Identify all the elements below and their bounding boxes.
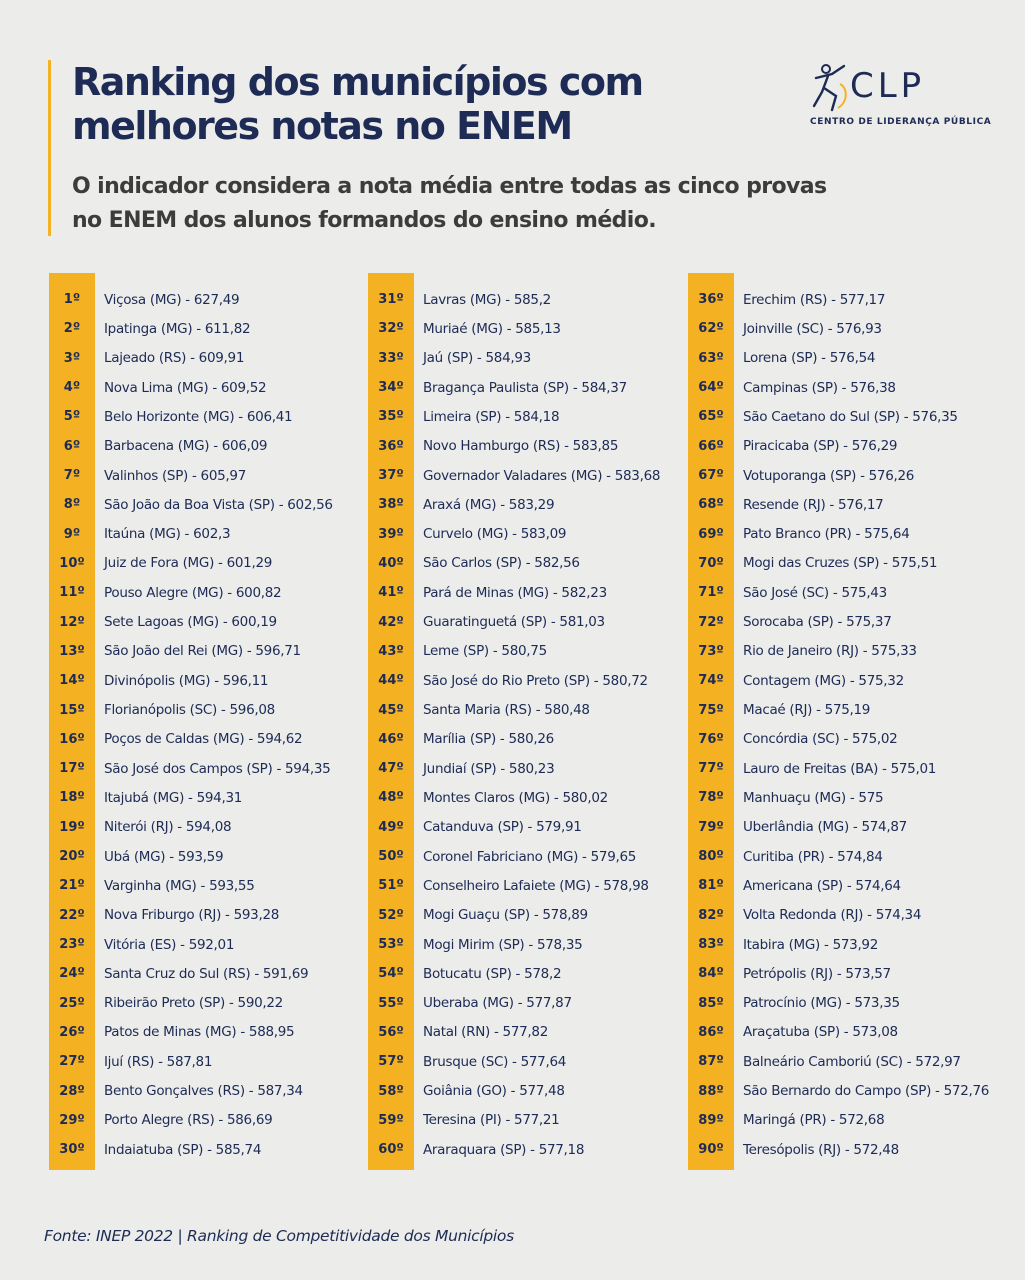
municipality-score: Nova Lima (MG) - 609,52 (104, 379, 267, 396)
list-item (688, 842, 1018, 871)
rank-number: 41º (378, 585, 404, 601)
list-item (368, 285, 698, 314)
list-item (368, 842, 698, 871)
rank-number: 27º (59, 1054, 85, 1070)
municipality-score: Porto Alegre (RS) - 586,69 (104, 1112, 273, 1129)
municipality-score: Macaé (RJ) - 575,19 (743, 702, 871, 719)
list-item (368, 989, 698, 1018)
rank-number: 45º (378, 702, 404, 718)
municipality-score: Concórdia (SC) - 575,02 (743, 731, 898, 748)
municipality-score: Teresina (PI) - 577,21 (423, 1112, 560, 1129)
municipality-score: Mogi Guaçu (SP) - 578,89 (423, 907, 588, 924)
rank-number: 16º (59, 731, 85, 747)
municipality-score: Goiânia (GO) - 577,48 (423, 1083, 565, 1100)
list-item (688, 871, 1018, 900)
rank-number: 52º (378, 907, 404, 923)
list-item (368, 549, 698, 578)
municipality-score: Santa Cruz do Sul (RS) - 591,69 (104, 965, 309, 982)
rank-number: 72º (698, 614, 724, 630)
municipality-score: Patrocínio (MG) - 573,35 (743, 995, 900, 1012)
list-item (368, 754, 698, 783)
rank-number: 40º (378, 555, 404, 571)
list-item (368, 901, 698, 930)
rank-number: 83º (698, 937, 724, 953)
municipality-score: Mogi Mirim (SP) - 578,35 (423, 936, 583, 953)
rank-number: 9º (63, 526, 81, 542)
rank-number: 79º (698, 819, 724, 835)
list-item (688, 373, 1018, 402)
rank-number: 82º (698, 907, 724, 923)
municipality-score: Bragança Paulista (SP) - 584,37 (423, 379, 627, 396)
list-item (49, 842, 379, 871)
list-item (49, 520, 379, 549)
rank-number: 80º (698, 849, 724, 865)
rank-number: 2º (63, 321, 81, 337)
runner-icon (810, 62, 852, 114)
list-item (368, 432, 698, 461)
rank-number: 20º (59, 849, 85, 865)
rank-number: 31º (378, 292, 404, 308)
rank-number: 66º (698, 438, 724, 454)
municipality-score: Uberlândia (MG) - 574,87 (743, 819, 907, 836)
rank-number: 85º (698, 995, 724, 1011)
list-item (49, 607, 379, 636)
list-item (368, 930, 698, 959)
rank-number: 4º (63, 380, 81, 396)
rank-number: 12º (59, 614, 85, 630)
list-item (368, 402, 698, 431)
municipality-score: Lajeado (RS) - 609,91 (104, 350, 245, 367)
municipality-score: Joinville (SC) - 576,93 (743, 320, 882, 337)
list-item (368, 461, 698, 490)
rank-number: 21º (59, 878, 85, 894)
municipality-score: Bento Gonçalves (RS) - 587,34 (104, 1083, 303, 1100)
municipality-score: Balneário Camboriú (SC) - 572,97 (743, 1053, 961, 1070)
municipality-score: Piracicaba (SP) - 576,29 (743, 438, 898, 455)
list-item (49, 461, 379, 490)
logo-tagline: CENTRO DE LIDERANÇA PÚBLICA (810, 117, 992, 127)
municipality-score: Lavras (MG) - 585,2 (423, 291, 551, 308)
rank-number: 7º (63, 468, 81, 484)
page-subtitle: O indicador considera a nota média entre todas as cinco provas no ENEM dos alunos formandos do ensino médio. (72, 174, 827, 233)
list-item (49, 1047, 379, 1076)
rank-number: 13º (59, 643, 85, 659)
municipality-score: Curitiba (PR) - 574,84 (743, 848, 883, 865)
municipality-score: Santa Maria (RS) - 580,48 (423, 702, 590, 719)
municipality-score: Itajubá (MG) - 594,31 (104, 789, 243, 806)
rank-number: 26º (59, 1024, 85, 1040)
list-item (49, 901, 379, 930)
rank-number: 38º (378, 497, 404, 513)
list-item (688, 344, 1018, 373)
rank-number: 8º (63, 497, 81, 513)
rank-number: 55º (378, 995, 404, 1011)
list-item (49, 549, 379, 578)
municipality-score: Pato Branco (PR) - 575,64 (743, 526, 910, 543)
municipality-score: Indaiatuba (SP) - 585,74 (104, 1141, 262, 1158)
list-item (688, 989, 1018, 1018)
list-item (368, 871, 698, 900)
rank-number: 81º (698, 878, 724, 894)
rank-number: 88º (698, 1083, 724, 1099)
title-accent-bar (48, 60, 51, 236)
municipality-score: Erechim (RS) - 577,17 (743, 291, 886, 308)
rank-number: 73º (698, 643, 724, 659)
rank-number: 68º (698, 497, 724, 513)
list-item (49, 578, 379, 607)
rank-number: 33º (378, 350, 404, 366)
list-item (49, 637, 379, 666)
list-item (688, 402, 1018, 431)
municipality-score: Ribeirão Preto (SP) - 590,22 (104, 995, 283, 1012)
rank-number: 14º (59, 673, 85, 689)
list-item (688, 666, 1018, 695)
municipality-score: Valinhos (SP) - 605,97 (104, 467, 246, 484)
list-item (49, 1135, 379, 1164)
municipality-score: Varginha (MG) - 593,55 (104, 877, 255, 894)
list-item (688, 607, 1018, 636)
rank-number: 60º (378, 1142, 404, 1158)
municipality-score: Contagem (MG) - 575,32 (743, 672, 904, 689)
list-item (368, 783, 698, 812)
rank-number: 37º (378, 468, 404, 484)
list-item (49, 1076, 379, 1105)
rank-number: 3º (63, 350, 81, 366)
list-item (49, 754, 379, 783)
rank-number: 42º (378, 614, 404, 630)
list-item (368, 1106, 698, 1135)
municipality-score: Jaú (SP) - 584,93 (423, 350, 531, 367)
rank-number: 54º (378, 966, 404, 982)
municipality-score: Volta Redonda (RJ) - 574,34 (743, 907, 922, 924)
list-item (368, 607, 698, 636)
rank-number: 34º (378, 380, 404, 396)
list-item (688, 754, 1018, 783)
municipality-score: Rio de Janeiro (RJ) - 575,33 (743, 643, 917, 660)
rank-number: 46º (378, 731, 404, 747)
rank-number: 23º (59, 937, 85, 953)
municipality-score: Poços de Caldas (MG) - 594,62 (104, 731, 303, 748)
rank-number: 56º (378, 1024, 404, 1040)
rank-number: 5º (63, 409, 81, 425)
rank-number: 71º (698, 585, 724, 601)
municipality-score: Viçosa (MG) - 627,49 (104, 291, 240, 308)
municipality-score: Limeira (SP) - 584,18 (423, 408, 560, 425)
list-item (368, 1018, 698, 1047)
rank-number: 62º (698, 321, 724, 337)
list-item (688, 637, 1018, 666)
municipality-score: Muriaé (MG) - 585,13 (423, 320, 561, 337)
municipality-score: Botucatu (SP) - 578,2 (423, 965, 562, 982)
municipality-score: Lorena (SP) - 576,54 (743, 350, 876, 367)
list-item (368, 959, 698, 988)
rank-number: 69º (698, 526, 724, 542)
municipality-score: São José dos Campos (SP) - 594,35 (104, 760, 331, 777)
list-item (688, 1106, 1018, 1135)
list-item (368, 1047, 698, 1076)
rank-number: 49º (378, 819, 404, 835)
rank-number: 36º (698, 292, 724, 308)
rank-number: 59º (378, 1112, 404, 1128)
rank-number: 22º (59, 907, 85, 923)
list-item (49, 432, 379, 461)
rank-number: 10º (59, 555, 85, 571)
list-item (688, 695, 1018, 724)
municipality-score: Novo Hamburgo (RS) - 583,85 (423, 438, 619, 455)
list-item (49, 1106, 379, 1135)
rank-number: 50º (378, 849, 404, 865)
municipality-score: São Carlos (SP) - 582,56 (423, 555, 580, 572)
list-item (49, 695, 379, 724)
list-item (49, 490, 379, 519)
list-item (368, 520, 698, 549)
list-item (688, 461, 1018, 490)
list-item (688, 490, 1018, 519)
rank-number: 15º (59, 702, 85, 718)
municipality-score: Votuporanga (SP) - 576,26 (743, 467, 915, 484)
municipality-score: Sorocaba (SP) - 575,37 (743, 614, 892, 631)
list-item (368, 490, 698, 519)
list-item (49, 402, 379, 431)
rank-number: 29º (59, 1112, 85, 1128)
rank-number: 30º (59, 1142, 85, 1158)
rank-number: 75º (698, 702, 724, 718)
rank-number: 78º (698, 790, 724, 806)
list-item (688, 578, 1018, 607)
list-item (49, 989, 379, 1018)
list-item (49, 813, 379, 842)
list-item (49, 930, 379, 959)
rank-number: 63º (698, 350, 724, 366)
list-item (688, 432, 1018, 461)
municipality-score: Mogi das Cruzes (SP) - 575,51 (743, 555, 938, 572)
municipality-score: São Bernardo do Campo (SP) - 572,76 (743, 1083, 990, 1100)
list-item (368, 695, 698, 724)
list-item (368, 344, 698, 373)
municipality-score: Leme (SP) - 580,75 (423, 643, 547, 660)
municipality-score: Americana (SP) - 574,64 (743, 877, 901, 894)
rank-number: 24º (59, 966, 85, 982)
rank-number: 86º (698, 1024, 724, 1040)
municipality-score: Juiz de Fora (MG) - 601,29 (104, 555, 273, 572)
municipality-score: Itabira (MG) - 573,92 (743, 936, 879, 953)
list-item (49, 344, 379, 373)
page-title: Ranking dos municípios com melhores notas no ENEM (72, 60, 643, 148)
rank-number: 76º (698, 731, 724, 747)
list-item (688, 725, 1018, 754)
rank-number: 25º (59, 995, 85, 1011)
municipality-score: Campinas (SP) - 576,38 (743, 379, 896, 396)
municipality-score: Conselheiro Lafaiete (MG) - 578,98 (423, 877, 649, 894)
list-item (688, 520, 1018, 549)
list-item (368, 813, 698, 842)
list-item (688, 930, 1018, 959)
rank-number: 18º (59, 790, 85, 806)
list-item (49, 783, 379, 812)
list-item (49, 1018, 379, 1047)
municipality-score: Sete Lagoas (MG) - 600,19 (104, 614, 277, 631)
list-item (49, 285, 379, 314)
municipality-score: Araxá (MG) - 583,29 (423, 496, 555, 513)
list-item (49, 725, 379, 754)
rank-number: 53º (378, 937, 404, 953)
list-item (368, 578, 698, 607)
rank-number: 43º (378, 643, 404, 659)
list-item (688, 959, 1018, 988)
list-item (688, 783, 1018, 812)
list-item (49, 871, 379, 900)
municipality-score: Divinópolis (MG) - 596,11 (104, 672, 269, 689)
logo-wordmark: CLP (850, 66, 926, 106)
municipality-score: Governador Valadares (MG) - 583,68 (423, 467, 661, 484)
municipality-score: Patos de Minas (MG) - 588,95 (104, 1024, 295, 1041)
rank-number: 36º (378, 438, 404, 454)
rank-number: 39º (378, 526, 404, 542)
municipality-score: Teresópolis (RJ) - 572,48 (743, 1141, 899, 1158)
rank-number: 77º (698, 761, 724, 777)
list-item (688, 549, 1018, 578)
municipality-score: São João del Rei (MG) - 596,71 (104, 643, 301, 660)
municipality-score: Barbacena (MG) - 606,09 (104, 438, 268, 455)
municipality-score: Niterói (RJ) - 594,08 (104, 819, 232, 836)
municipality-score: Ijuí (RS) - 587,81 (104, 1053, 213, 1070)
list-item (368, 666, 698, 695)
list-item (368, 314, 698, 343)
municipality-score: Manhuaçu (MG) - 575 (743, 789, 884, 806)
list-item (688, 285, 1018, 314)
list-item (688, 901, 1018, 930)
rank-number: 35º (378, 409, 404, 425)
municipality-score: Montes Claros (MG) - 580,02 (423, 789, 608, 806)
list-item (688, 1135, 1018, 1164)
rank-number: 90º (698, 1142, 724, 1158)
list-item (49, 959, 379, 988)
municipality-score: Coronel Fabriciano (MG) - 579,65 (423, 848, 637, 865)
list-item (368, 1135, 698, 1164)
municipality-score: São João da Boa Vista (SP) - 602,56 (104, 496, 333, 513)
rank-number: 44º (378, 673, 404, 689)
list-item (688, 314, 1018, 343)
municipality-score: Araraquara (SP) - 577,18 (423, 1141, 585, 1158)
municipality-score: Araçatuba (SP) - 573,08 (743, 1024, 898, 1041)
rank-number: 19º (59, 819, 85, 835)
source-footer: Fonte: INEP 2022 | Ranking de Competitividade dos Municípios (44, 1227, 514, 1245)
list-item (368, 1076, 698, 1105)
municipality-score: Itaúna (MG) - 602,3 (104, 526, 231, 543)
list-item (49, 373, 379, 402)
municipality-score: Ubá (MG) - 593,59 (104, 848, 224, 865)
municipality-score: Jundiaí (SP) - 580,23 (423, 760, 555, 777)
municipality-score: Resende (RJ) - 576,17 (743, 496, 884, 513)
municipality-score: Belo Horizonte (MG) - 606,41 (104, 408, 293, 425)
municipality-score: São José do Rio Preto (SP) - 580,72 (423, 672, 648, 689)
list-item (368, 373, 698, 402)
list-item (49, 666, 379, 695)
rank-number: 87º (698, 1054, 724, 1070)
municipality-score: Marília (SP) - 580,26 (423, 731, 554, 748)
municipality-score: São José (SC) - 575,43 (743, 584, 887, 601)
list-item (688, 1018, 1018, 1047)
list-item (49, 314, 379, 343)
list-item (688, 1076, 1018, 1105)
rank-number: 67º (698, 468, 724, 484)
list-item (688, 813, 1018, 842)
clp-logo (808, 62, 992, 132)
rank-number: 89º (698, 1112, 724, 1128)
list-item (368, 637, 698, 666)
rank-number: 17º (59, 761, 85, 777)
municipality-score: Pará de Minas (MG) - 582,23 (423, 584, 607, 601)
municipality-score: Brusque (SC) - 577,64 (423, 1053, 567, 1070)
rank-number: 48º (378, 790, 404, 806)
rank-number: 32º (378, 321, 404, 337)
list-item (368, 725, 698, 754)
rank-number: 64º (698, 380, 724, 396)
rank-number: 57º (378, 1054, 404, 1070)
municipality-score: Pouso Alegre (MG) - 600,82 (104, 584, 282, 601)
municipality-score: Natal (RN) - 577,82 (423, 1024, 548, 1041)
rank-number: 58º (378, 1083, 404, 1099)
municipality-score: Uberaba (MG) - 577,87 (423, 995, 572, 1012)
rank-number: 70º (698, 555, 724, 571)
list-item (688, 1047, 1018, 1076)
rank-number: 11º (59, 585, 85, 601)
municipality-score: Vitória (ES) - 592,01 (104, 936, 235, 953)
municipality-score: Ipatinga (MG) - 611,82 (104, 320, 251, 337)
rank-number: 84º (698, 966, 724, 982)
municipality-score: Guaratinguetá (SP) - 581,03 (423, 614, 605, 631)
rank-number: 51º (378, 878, 404, 894)
municipality-score: Catanduva (SP) - 579,91 (423, 819, 582, 836)
municipality-score: Nova Friburgo (RJ) - 593,28 (104, 907, 280, 924)
municipality-score: Lauro de Freitas (BA) - 575,01 (743, 760, 937, 777)
municipality-score: Petrópolis (RJ) - 573,57 (743, 965, 891, 982)
rank-number: 1º (63, 292, 81, 308)
municipality-score: Curvelo (MG) - 583,09 (423, 526, 567, 543)
rank-number: 74º (698, 673, 724, 689)
rank-number: 28º (59, 1083, 85, 1099)
municipality-score: São Caetano do Sul (SP) - 576,35 (743, 408, 958, 425)
municipality-score: Florianópolis (SC) - 596,08 (104, 702, 275, 719)
rank-number: 47º (378, 761, 404, 777)
rank-number: 65º (698, 409, 724, 425)
municipality-score: Maringá (PR) - 572,68 (743, 1112, 885, 1129)
rank-number: 6º (63, 438, 81, 454)
